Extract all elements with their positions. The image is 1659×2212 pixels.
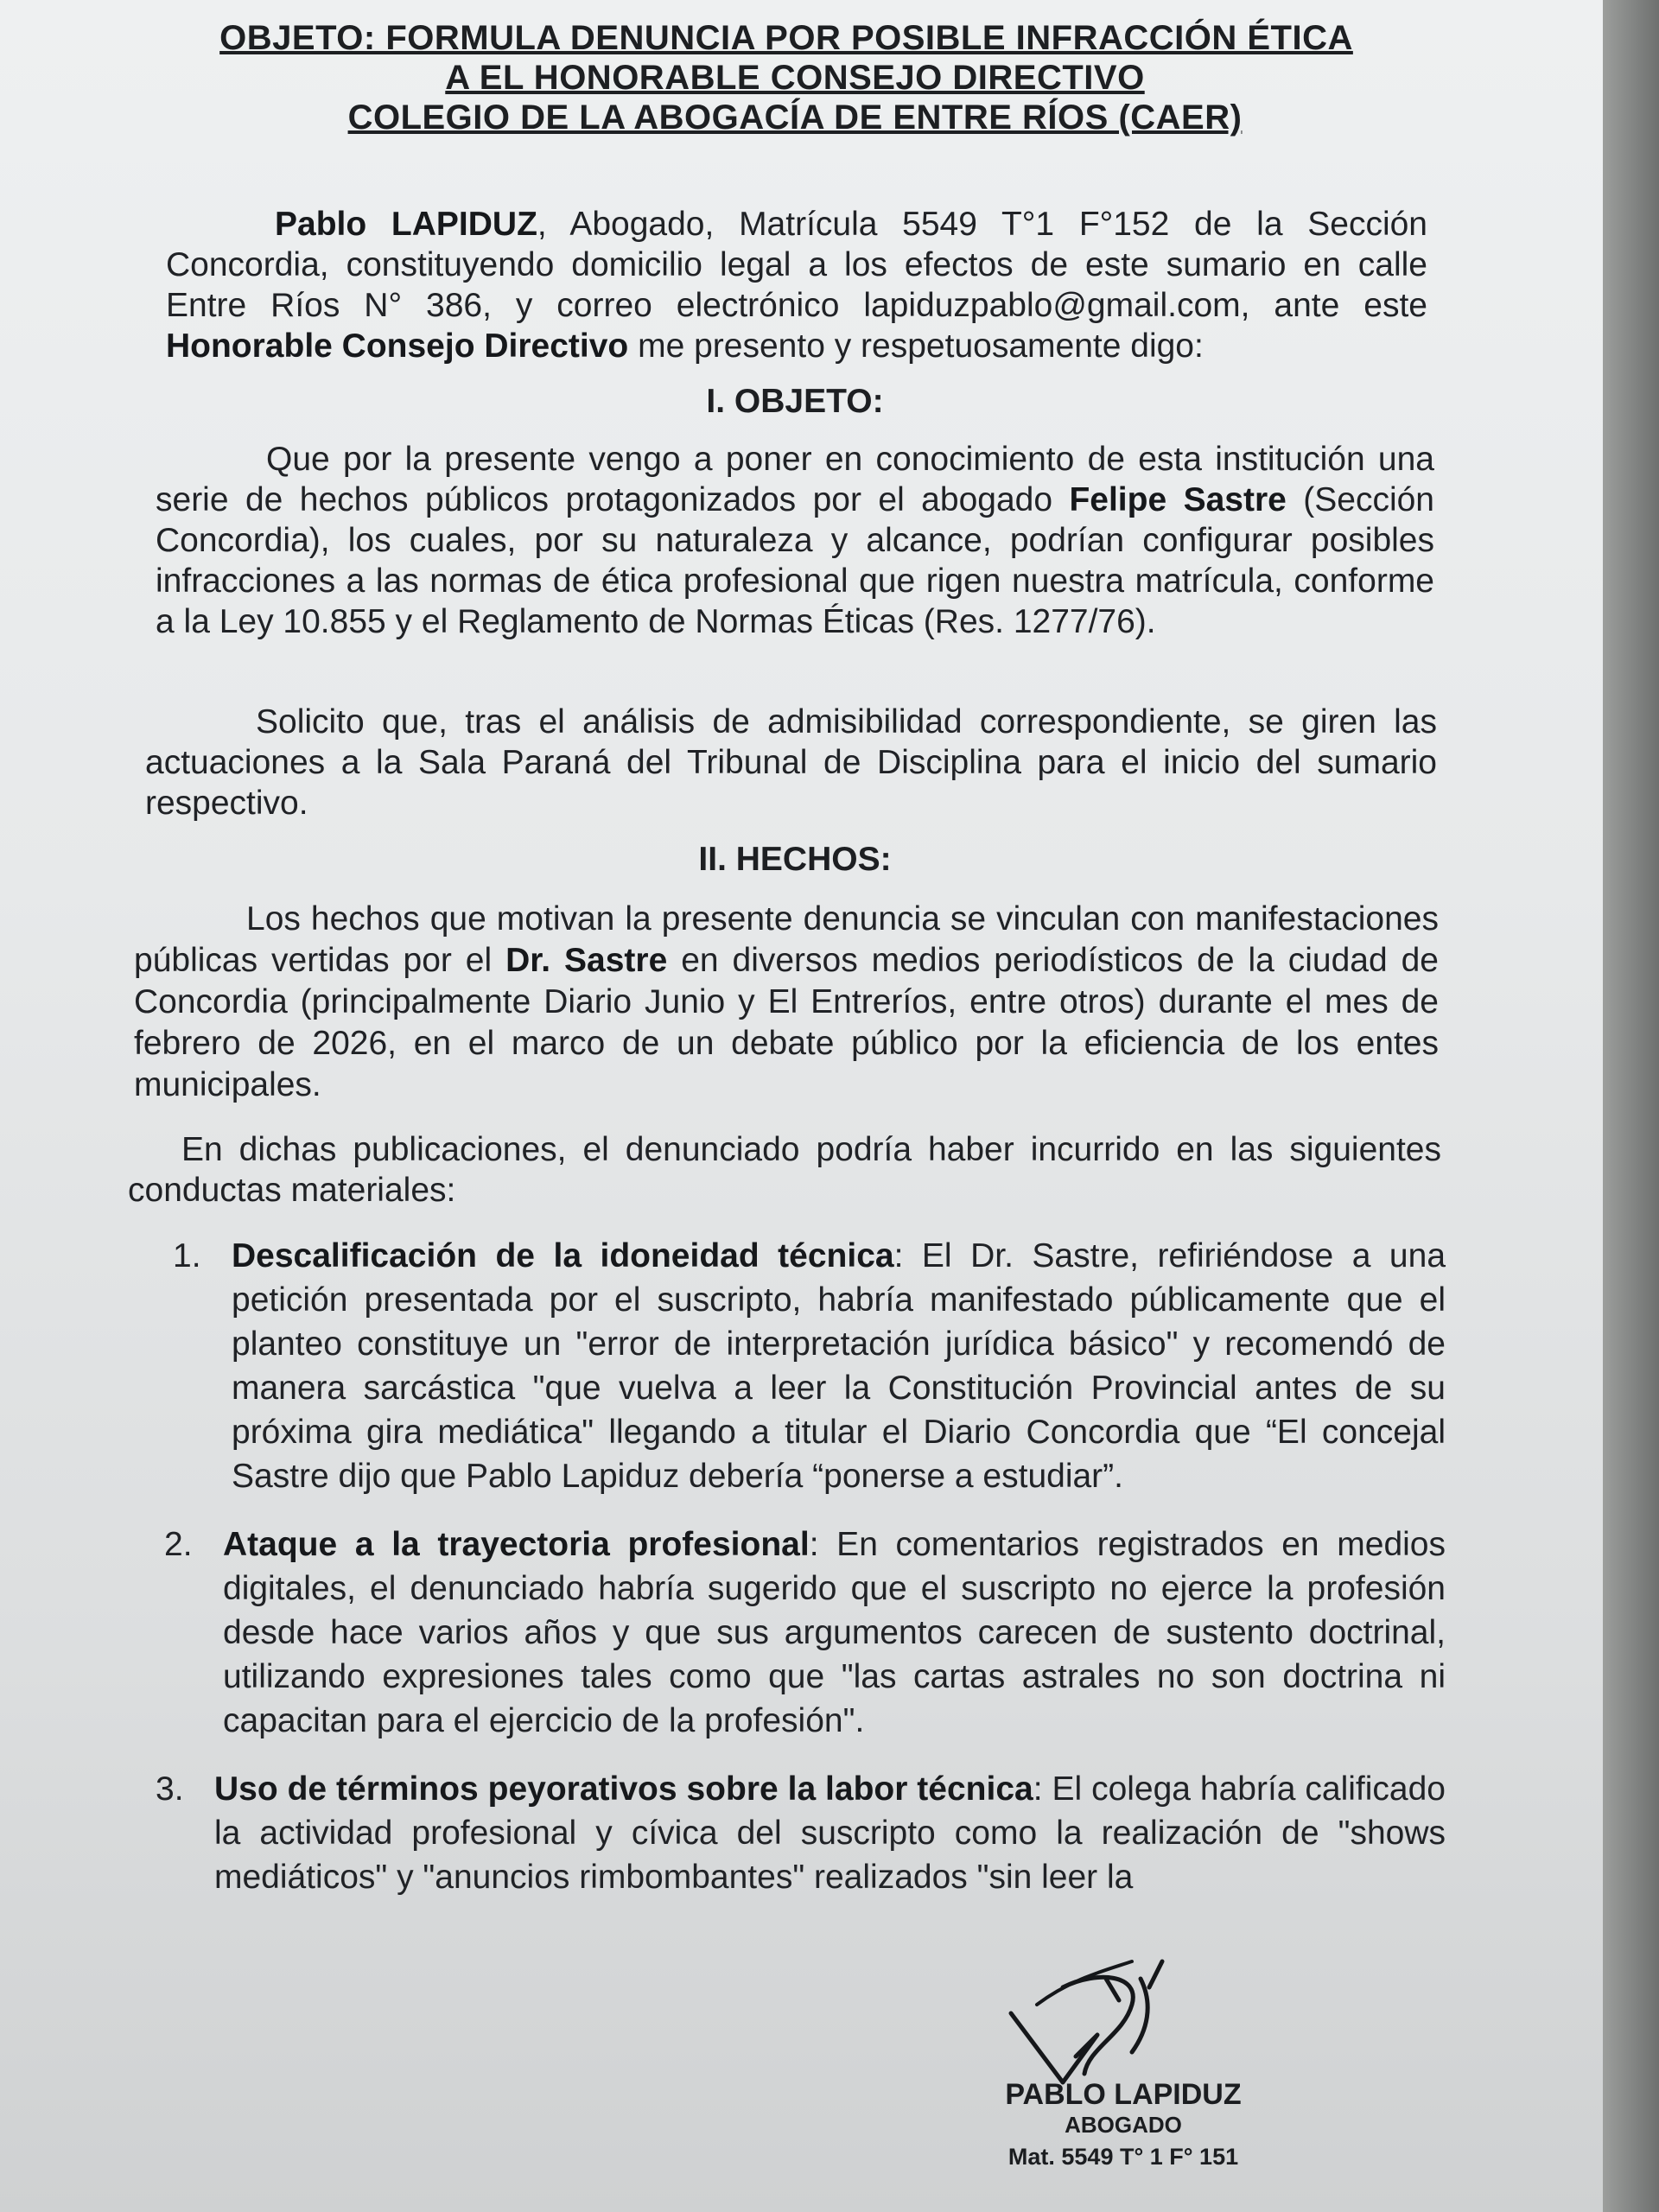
author-name: Pablo LAPIDUZ: [275, 206, 537, 243]
stamp-title: ABOGADO: [1065, 2112, 1182, 2138]
page-edge-shadow: [1603, 0, 1659, 2212]
list-item-text: : El Dr. Sastre, refiriéndose a una petición presentada por el suscripto, habría manifestado públicamente que el planteo constituye un "error de interpretación jurídica básico" y recomendó de manera sarcástica "que vuelva a leer la Constitución Provincial antes de su próxima gira mediática" llegando a titular el Diario Concordia que “El concejal Sastre dijo que Pablo Lapiduz debería “ponerse a estudiar”.: [232, 1237, 1446, 1495]
objeto-text-a: Que por la presente vengo a poner en conocimiento de esta institución una serie de hechos públicos protagonizados por el abogado: [156, 441, 1434, 518]
section-hechos-title: II. HECHOS:: [698, 841, 892, 878]
header-line-2: A EL HONORABLE CONSEJO DIRECTIVO: [445, 59, 1145, 97]
hechos-text-b: en diversos medios periodísticos de la ciudad de Concordia (principalmente Diario Junio y El Entreríos, entre otros) durante el mes de febrero de 2026, en el marco de un debate público por la eficiencia de los entes municipales.: [134, 942, 1439, 1103]
objeto-text-b: (Sección Concordia), los cuales, por su naturaleza y alcance, podrían configurar posibles infracciones a las normas de ética profesional que rigen nuestra matrícula, conforme a la Ley 10.855 y el Reglamento de Normas Éticas (Res. 1277/76).: [156, 481, 1434, 640]
list-item-number: 1.: [173, 1237, 201, 1274]
hechos-paragraph-2: En dichas publicaciones, el denunciado podría haber incurrido en las siguientes conductas materiales:: [128, 1131, 1441, 1209]
intro-paragraph: [166, 204, 1427, 366]
list-item-title: Descalificación de la idoneidad técnica: [232, 1237, 894, 1274]
list-item: [164, 1522, 1446, 1743]
denounced-name: Felipe Sastre: [1069, 481, 1287, 518]
intro-text-2: me presento y respetuosamente digo:: [628, 327, 1204, 365]
hechos-text-a: Los hechos que motivan la presente denuncia se vinculan con manifestaciones públicas vertidas por el: [134, 900, 1439, 979]
header-line-1: OBJETO: FORMULA DENUNCIA POR POSIBLE INFRACCIÓN ÉTICA: [219, 19, 1353, 57]
objeto-paragraph-2: Solicito que, tras el análisis de admisibilidad correspondiente, se giren las actuaciones a la Sala Paraná del Tribunal de Disciplina para el inicio del sumario respectivo.: [145, 703, 1437, 822]
list-item-text: : El colega habría calificado la actividad profesional y cívica del suscripto como la realización de "shows mediáticos" y "anuncios rimbombantes" realizados "sin leer la: [214, 1770, 1446, 1896]
council-name: Honorable Consejo Directivo: [166, 327, 629, 365]
intro-text-1: , Abogado, Matrícula 5549 T°1 F°152 de la Sección Concordia, constituyendo domicilio legal a los efectos de este sumario en calle Entre Ríos N° 386, y correo electrónico lapiduzpablo@gmail.com, ante este: [166, 206, 1427, 324]
dr-sastre: Dr. Sastre: [505, 942, 668, 979]
list-item-title: Uso de términos peyorativos sobre la labor técnica: [214, 1770, 1033, 1808]
list-item: [156, 1767, 1446, 1899]
list-item-title: Ataque a la trayectoria profesional: [223, 1526, 810, 1563]
lawyer-stamp: [950, 2078, 1296, 2171]
section-objeto-title: I. OBJETO:: [706, 383, 884, 420]
conduct-list: [156, 1234, 1446, 1923]
stamp-matricula: Mat. 5549 T° 1 F° 151: [1007, 2144, 1239, 2170]
stamp-name: PABLO LAPIDUZ: [1005, 2078, 1242, 2111]
document-header: [0, 19, 1590, 137]
hechos-paragraph-1: [134, 899, 1439, 1106]
objeto-paragraph-1: [156, 439, 1434, 642]
list-item-number: 3.: [156, 1770, 184, 1808]
list-item-text: : En comentarios registrados en medios digitales, el denunciado habría sugerido que el suscripto no ejerce la profesión desde hace varios años y que sus argumentos carecen de sustento doctrinal, utilizando expresiones tales como que "las cartas astrales no son doctrina ni capacitan para el ejercicio de la profesión".: [223, 1526, 1446, 1739]
list-item: [173, 1234, 1446, 1498]
header-line-3: COLEGIO DE LA ABOGACÍA DE ENTRE RÍOS (CAER): [347, 99, 1243, 137]
list-item-number: 2.: [164, 1526, 193, 1563]
